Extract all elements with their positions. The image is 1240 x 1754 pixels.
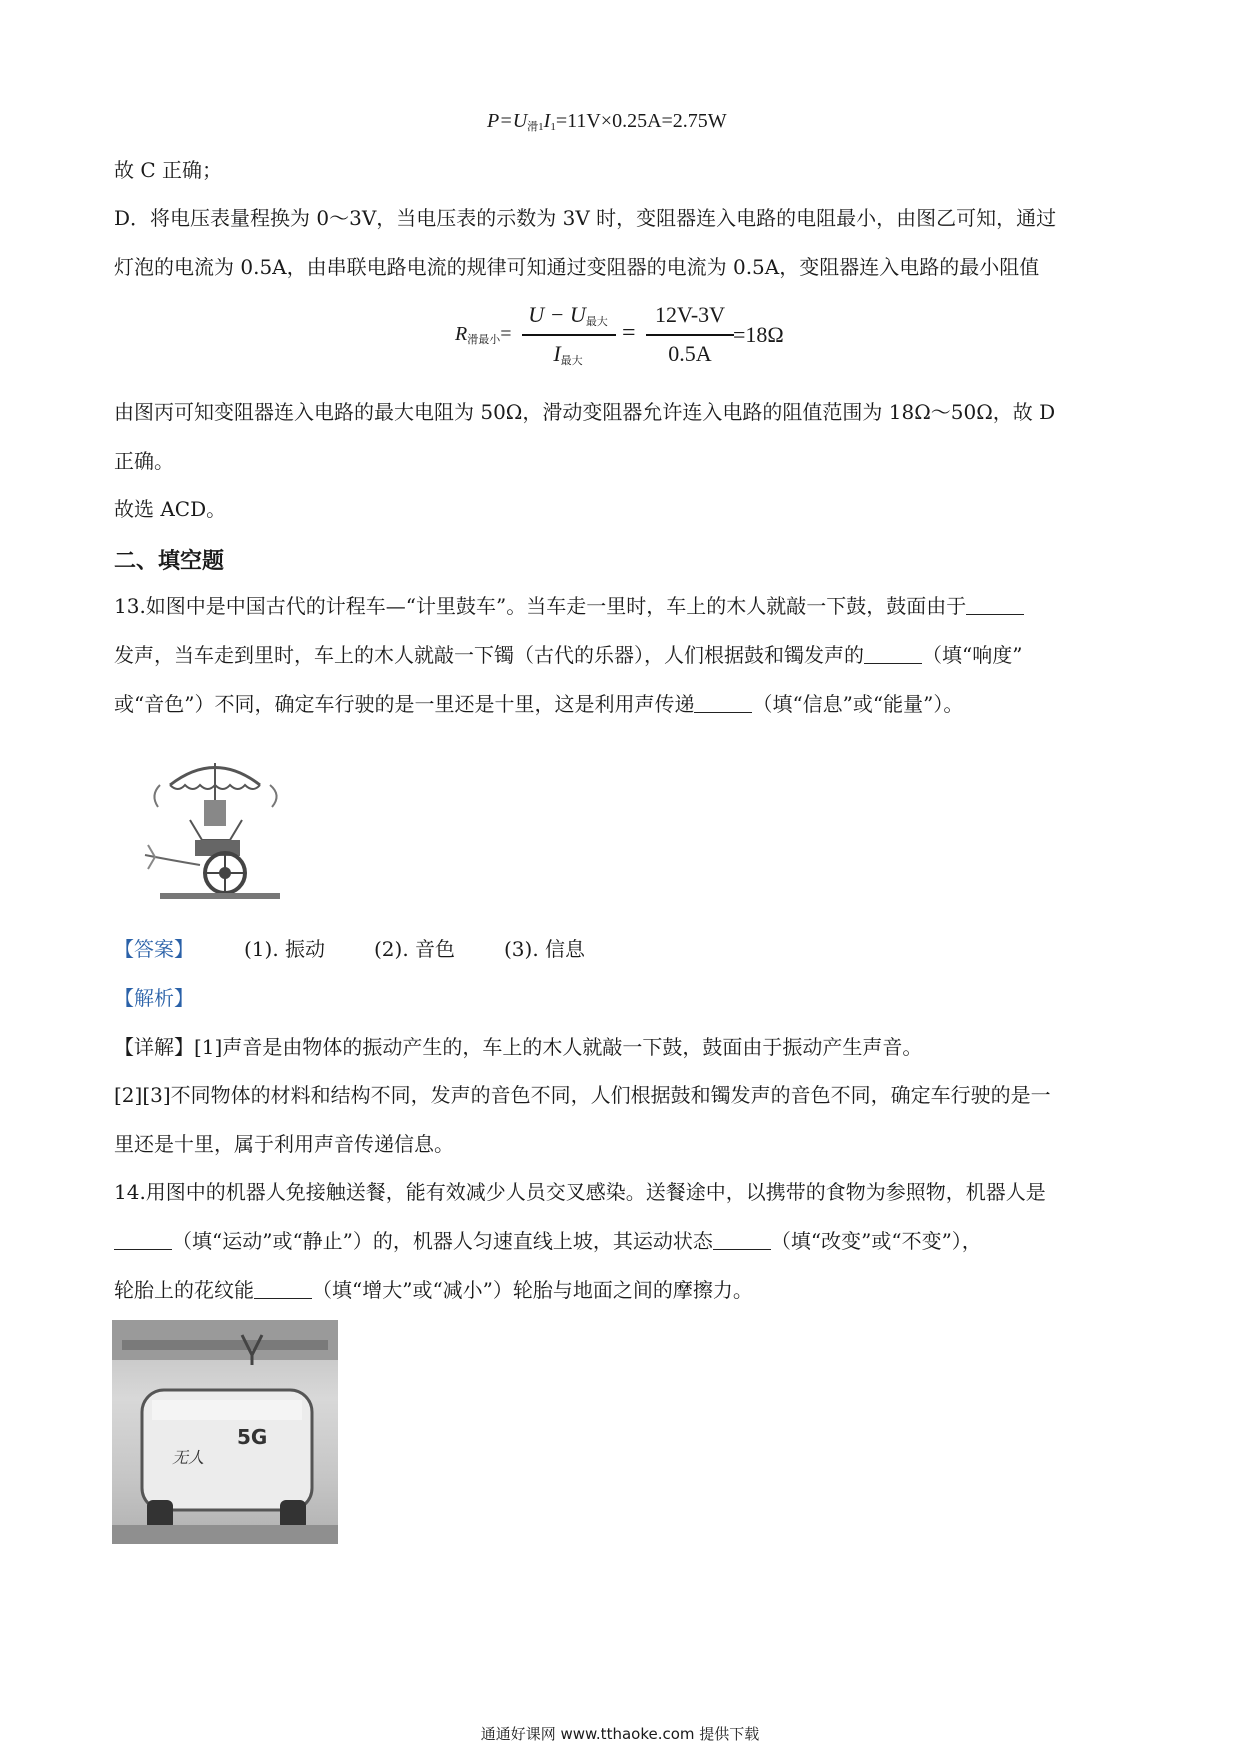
- formula-sub: 滑1: [527, 121, 544, 133]
- q13-text: 或“音色”）不同，确定车行驶的是一里还是十里，这是利用声传递: [114, 692, 695, 716]
- text-choose: 故选 ACD。: [114, 497, 227, 521]
- q13-answer-row: [114, 935, 586, 963]
- q13-text: 13.如图中是中国古代的计程车—“计里鼓车”。当车走一里时，车上的木人就敲一下鼓，鼓面由于: [114, 594, 967, 618]
- section-title: 二、填空题: [114, 549, 225, 574]
- text-range-line2: 正确。: [114, 449, 174, 473]
- robot-logo-text: 无人: [172, 1448, 205, 1467]
- fraction-2-denominator: 0.5A: [668, 341, 712, 366]
- formula-result: =18Ω: [733, 322, 784, 347]
- q13-line2: [114, 641, 1022, 669]
- fraction-2-bar: [646, 334, 734, 336]
- fraction-1-numerator: [520, 302, 616, 329]
- formula-sub: 1: [550, 121, 556, 133]
- answer-blank: [694, 694, 752, 713]
- q13-detail-line2: [2][3]不同物体的材料和结构不同，发声的音色不同，人们根据鼓和镯发声的音色不同，确定车行驶的是一: [114, 1083, 1051, 1107]
- fraction-2-numerator: 12V-3V: [654, 302, 726, 327]
- fraction-1-bar: [522, 334, 616, 336]
- q14-text: （填“增大”或“减小”）轮胎与地面之间的摩擦力。: [312, 1278, 753, 1302]
- answer-item: (3). 信息: [504, 937, 586, 961]
- answer-blank: [864, 645, 922, 664]
- answer-blank: [114, 1231, 172, 1250]
- answer-tag: 【答案】: [114, 937, 194, 961]
- answer-blank: [966, 596, 1024, 615]
- q14-text: （填“运动”或“静止”）的，机器人匀速直线上坡，其运动状态: [172, 1229, 713, 1253]
- formula-part: U − U: [528, 302, 586, 327]
- formula-sub: 最大: [560, 355, 583, 367]
- formula-lhs: [455, 323, 512, 347]
- answer-item: (1). 振动: [244, 937, 326, 961]
- q13-text: （填“信息”或“能量”）。: [752, 692, 964, 716]
- formula-part: =: [500, 323, 512, 345]
- fraction-1-denominator: [520, 341, 616, 368]
- q13-text: 发声，当车走到里时，车上的木人就敲一下镯（古代的乐器），人们根据鼓和镯发声的: [114, 643, 864, 667]
- analysis-tag: 【解析】: [114, 986, 194, 1010]
- answer-blank: [254, 1280, 312, 1299]
- footer: 通通好课网 www.tthaoke.com 提供下载: [480, 1725, 760, 1743]
- text-d-line2: 灯泡的电流为 0.5A，由串联电路电流的规律可知通过变阻器的电流为 0.5A，变阻器连入电路的最小阻值: [114, 255, 1040, 279]
- answer-blank: [713, 1231, 771, 1250]
- drum-cart-image: [130, 745, 300, 905]
- q13-line1: [114, 592, 1024, 620]
- power-formula: [487, 110, 727, 134]
- q14-line2: [114, 1227, 982, 1255]
- q14-line3: [114, 1276, 753, 1304]
- q13-line3: [114, 690, 963, 718]
- q14-text: 轮胎上的花纹能: [114, 1278, 254, 1302]
- formula-part: R: [455, 323, 468, 345]
- text-range-line1: 由图丙可知变阻器连入电路的最大电阻为 50Ω，滑动变阻器允许连入电路的阻值范围为 18Ω～50Ω，故 D: [114, 400, 1056, 424]
- formula-sub: 最大: [585, 316, 608, 328]
- answer-item: (2). 音色: [374, 937, 456, 961]
- formula-part: P=U: [487, 110, 528, 132]
- q13-text: （填“响度”: [922, 643, 1023, 667]
- robot-5g-text: 5G: [237, 1425, 268, 1449]
- formula-part: =11V×0.25A=2.75W: [555, 110, 727, 132]
- text-c-correct: 故 C 正确；: [114, 158, 223, 182]
- formula-sub: 滑最小: [467, 334, 501, 346]
- delivery-robot-image: [112, 1320, 338, 1544]
- formula-eq: =: [622, 320, 636, 346]
- text-d-line1: D．将电压表量程换为 0～3V，当电压表的示数为 3V 时，变阻器连入电路的电阻最小，由图乙可知，通过: [114, 206, 1057, 230]
- formula-part: I: [543, 110, 551, 132]
- q14-line1: 14.用图中的机器人免接触送餐，能有效减少人员交叉感染。送餐途中，以携带的食物为参照物，机器人是: [114, 1180, 1046, 1204]
- robot-illustration: [112, 1320, 338, 1544]
- formula-part: I: [553, 341, 561, 366]
- q13-detail-line3: 里还是十里，属于利用声音传递信息。: [114, 1132, 454, 1156]
- q13-detail-line1: 【详解】[1]声音是由物体的振动产生的，车上的木人就敲一下鼓，鼓面由于振动产生声音。: [114, 1035, 923, 1059]
- q14-text: （填“改变”或“不变”），: [770, 1229, 982, 1253]
